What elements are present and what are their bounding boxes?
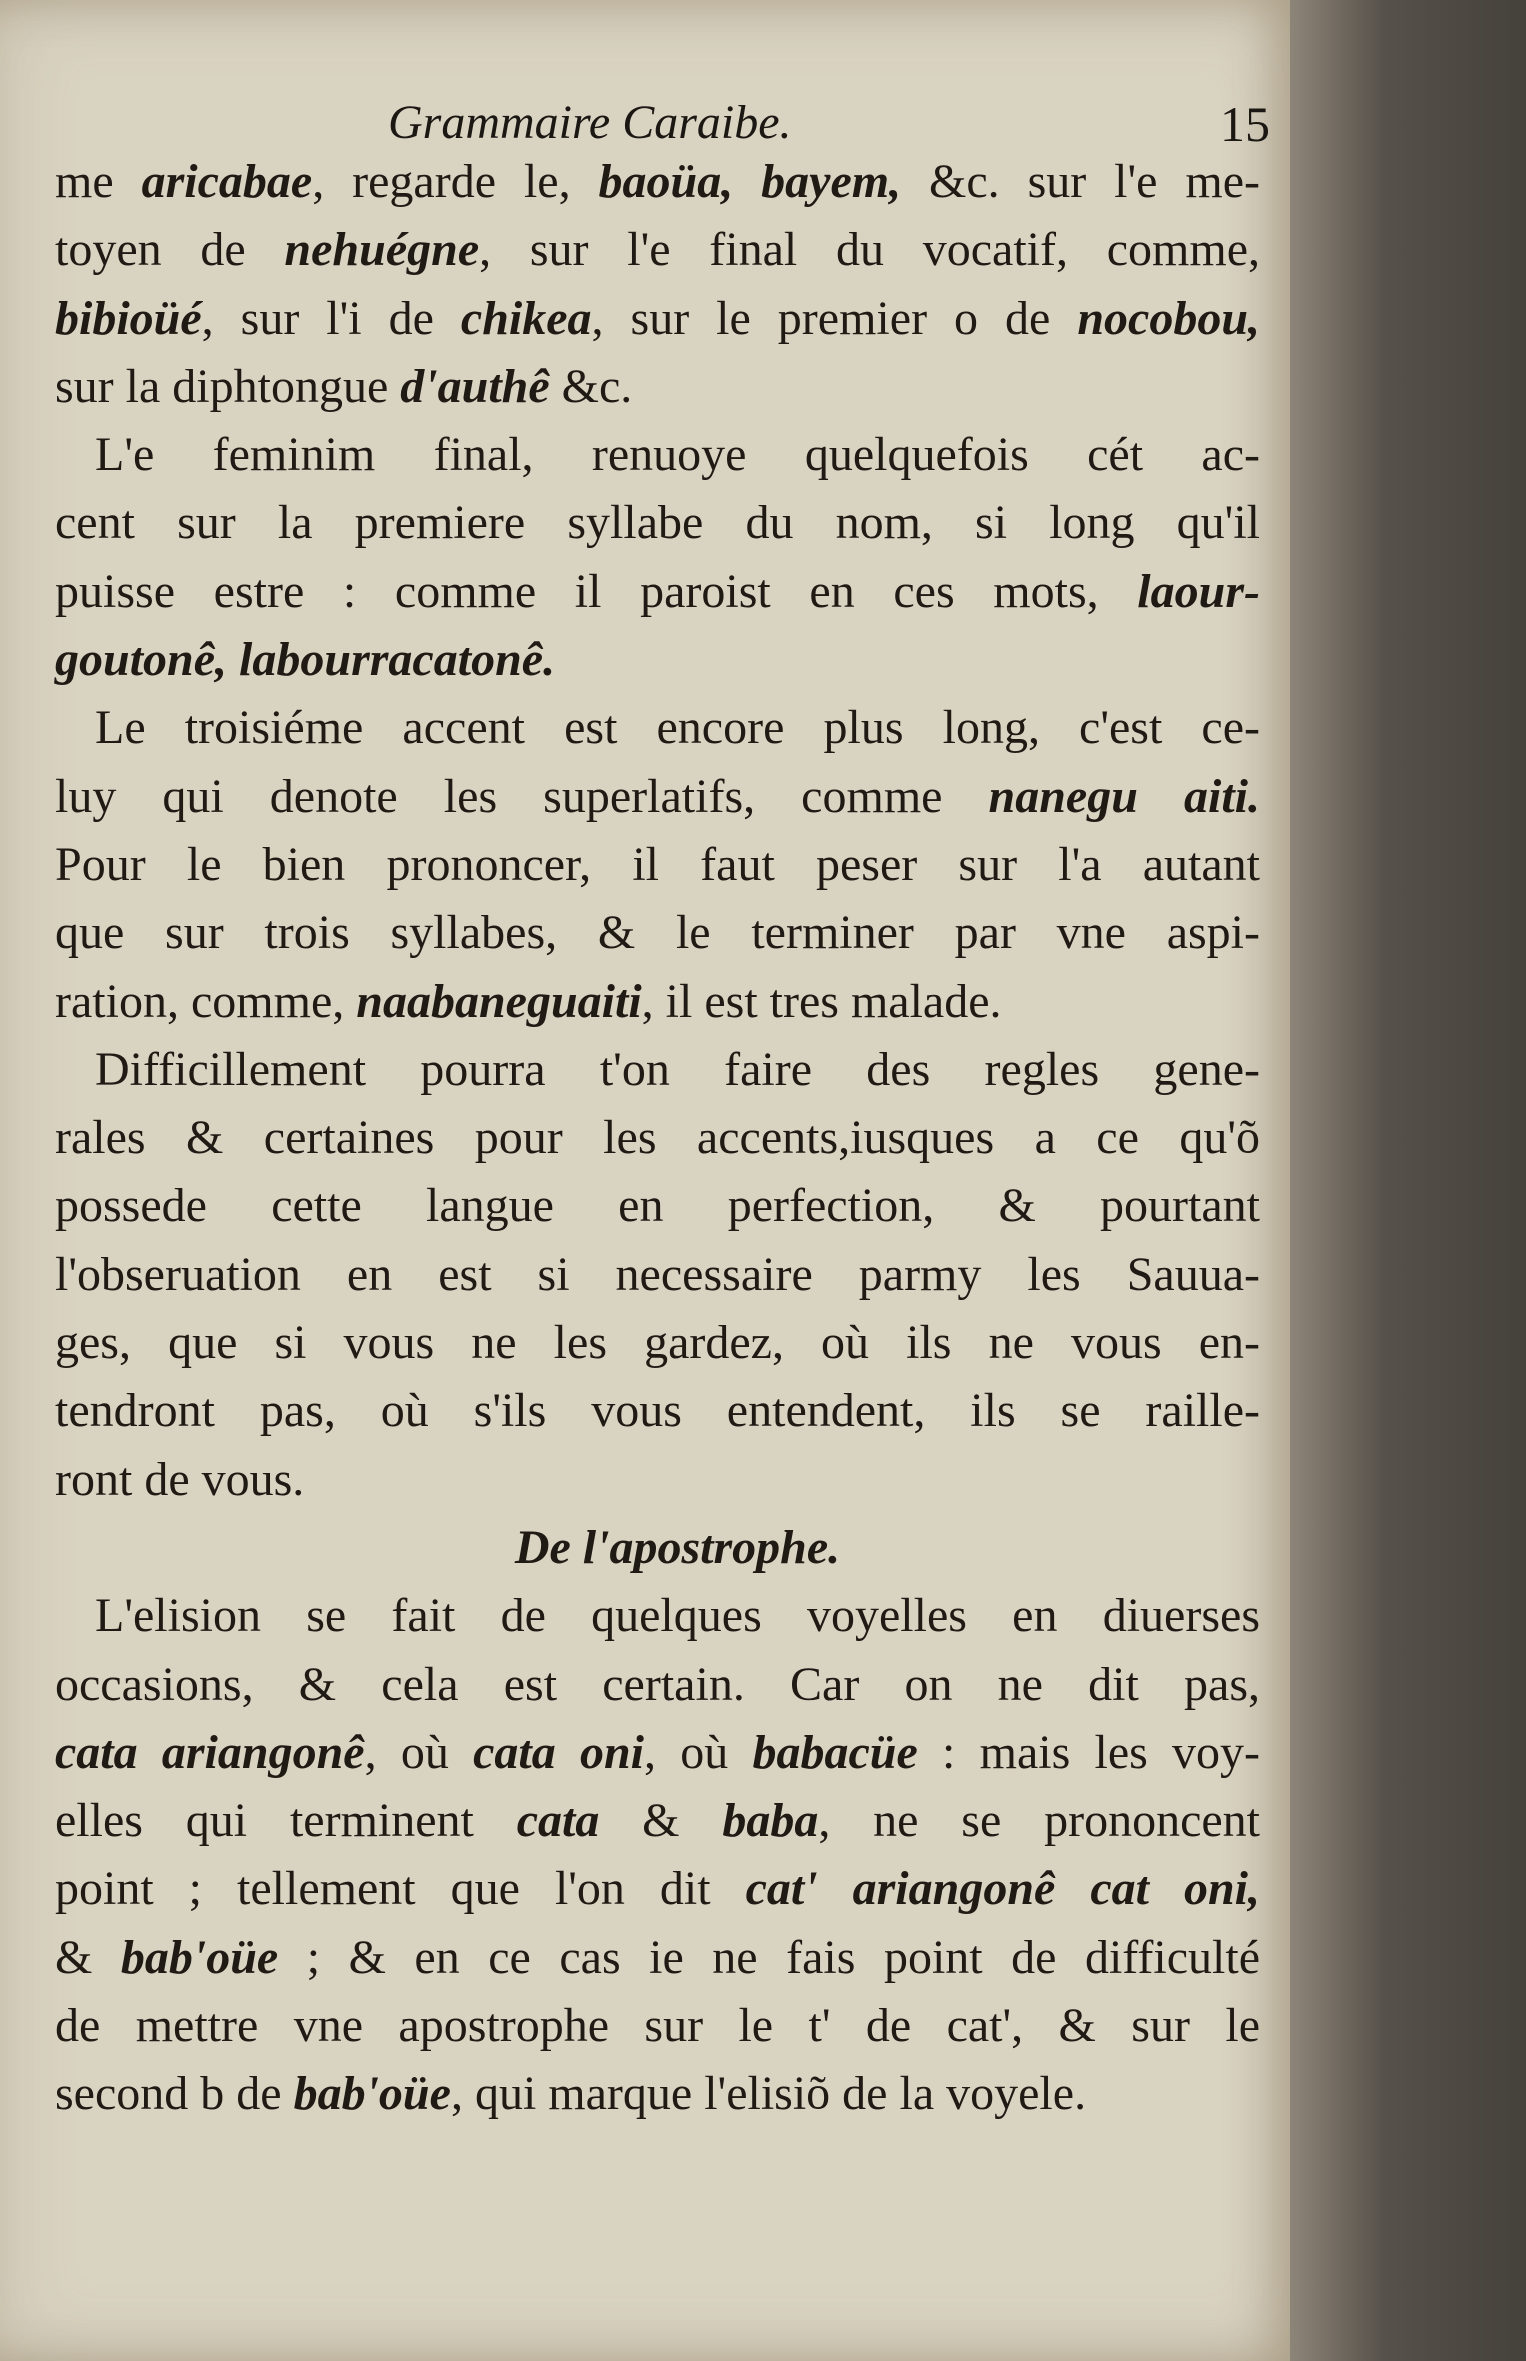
text-run: possede cette langue en perfection, & pourtant	[55, 1179, 1260, 1233]
italic-term: chikea	[460, 291, 592, 345]
text-run: ration, comme,	[55, 974, 357, 1028]
text-line	[55, 1309, 1260, 1377]
text-line	[55, 1719, 1260, 1787]
text-line	[55, 899, 1260, 967]
italic-term: baoüa, bayem,	[598, 155, 902, 208]
text-run: , sur l'i de	[201, 291, 461, 345]
text-run: rales & certaines pour les accents,iusques a ce qu'õ	[55, 1111, 1260, 1165]
italic-term: naabaneguaiti	[356, 974, 642, 1028]
italic-term: nocobou,	[1077, 291, 1261, 345]
text-line	[55, 353, 1260, 421]
text-line	[55, 1855, 1260, 1923]
text-run: Le troisiéme accent est encore plus long, c'est ce-	[95, 701, 1260, 755]
text-run: ront de vous.	[55, 1452, 305, 1506]
text-run: me	[55, 155, 142, 208]
text-line	[55, 2060, 1260, 2128]
italic-term: baba	[722, 1794, 819, 1848]
text-run: L'elision se fait de quelques voyelles en diuerses	[95, 1589, 1260, 1643]
text-line	[55, 1651, 1260, 1719]
italic-term: cata ariangonê	[55, 1725, 365, 1779]
text-run: Difficillement pourra t'on faire des regles gene-	[95, 1042, 1260, 1096]
running-title: Grammaire Caraibe.	[388, 96, 792, 149]
text-run: ; & en ce cas ie ne fais point de difficulté	[278, 1930, 1261, 1984]
text-line	[55, 1992, 1260, 2060]
text-run: point ; tellement que l'on dit	[55, 1862, 746, 1916]
text-run: L'e feminim final, renuoye quelquefois cét ac-	[95, 428, 1260, 482]
italic-term: d'authê	[400, 359, 550, 413]
text-run: puisse estre : comme il paroist en ces mots,	[55, 564, 1138, 618]
text-run: l'obseruation en est si necessaire parmy les Sauua-	[55, 1247, 1260, 1301]
text-run: &	[55, 1930, 121, 1984]
italic-term: bab'oüe	[293, 2067, 451, 2121]
text-line	[55, 216, 1260, 284]
text-line	[55, 1787, 1260, 1855]
text-line	[55, 1241, 1260, 1309]
text-line	[55, 1036, 1260, 1104]
text-run: que sur trois syllabes, & le terminer par vne aspi-	[55, 906, 1260, 960]
text-line	[55, 1104, 1260, 1172]
italic-term: aricabae	[141, 155, 313, 208]
text-line	[55, 694, 1260, 762]
text-line	[55, 1446, 1260, 1514]
text-line	[55, 626, 1260, 694]
text-run: second b de	[55, 2067, 294, 2121]
text-run: , où	[364, 1725, 474, 1779]
text-run: occasions, & cela est certain. Car on ne dit pas,	[55, 1657, 1260, 1711]
italic-term: nehuégne	[284, 223, 480, 277]
italic-term: cata	[516, 1794, 600, 1848]
italic-term: nanegu aiti.	[988, 769, 1260, 823]
text-run: , où	[644, 1725, 753, 1779]
italic-term: goutonê, labourracatonê.	[55, 633, 556, 687]
text-run: , sur le premier o de	[591, 291, 1078, 345]
text-line	[55, 421, 1260, 489]
italic-term: bibioüé	[55, 291, 202, 345]
text-line	[55, 831, 1260, 899]
text-run: , qui marque l'elisiõ de la voyele.	[450, 2067, 1087, 2121]
text-line	[55, 968, 1260, 1036]
text-run: elles qui terminent	[55, 1794, 517, 1848]
section-heading: De l'apostrophe.	[514, 1520, 841, 1574]
book-gutter-edge	[1290, 0, 1526, 2361]
text-line	[55, 1172, 1260, 1240]
page-number: 15	[1220, 96, 1270, 152]
italic-term: cata oni	[473, 1725, 644, 1779]
text-line	[55, 558, 1260, 626]
text-run: , il est tres malade.	[641, 974, 1002, 1028]
text-run: cent sur la premiere syllabe du nom, si long qu'il	[55, 496, 1260, 550]
text-run: luy qui denote les superlatifs, comme	[55, 769, 989, 823]
text-line	[55, 148, 1260, 216]
text-line	[55, 1582, 1260, 1650]
text-line	[55, 1377, 1260, 1445]
text-line	[55, 285, 1260, 353]
text-run: , sur l'e final du vocatif, comme,	[479, 223, 1260, 277]
italic-term: cat' ariangonê cat oni,	[745, 1862, 1261, 1916]
text-run: sur la diphtongue	[55, 359, 401, 413]
text-run: &c. sur l'e me-	[901, 155, 1261, 208]
text-line	[55, 1924, 1260, 1992]
text-run: toyen de	[55, 223, 285, 277]
italic-term: laour-	[1137, 564, 1260, 618]
text-run: , ne se prononcent	[818, 1794, 1261, 1848]
italic-term: bab'oüe	[120, 1930, 279, 1984]
italic-term: babacüe	[752, 1725, 918, 1779]
text-run: &	[599, 1794, 723, 1848]
text-run: &c.	[549, 359, 633, 413]
text-run: de mettre vne apostrophe sur le t' de cat', & sur le	[55, 1999, 1260, 2053]
text-run: ges, que si vous ne les gardez, où ils ne vous en-	[55, 1316, 1260, 1370]
text-run: tendront pas, où s'ils vous entendent, ils se raille-	[55, 1384, 1260, 1438]
text-run: : mais les voy-	[917, 1725, 1261, 1779]
text-line	[55, 489, 1260, 557]
text-run: , regarde le,	[312, 155, 599, 208]
text-run: Pour le bien prononcer, il faut peser sur l'a autant	[55, 837, 1260, 891]
text-line	[55, 763, 1260, 831]
body-text	[55, 148, 1260, 2129]
